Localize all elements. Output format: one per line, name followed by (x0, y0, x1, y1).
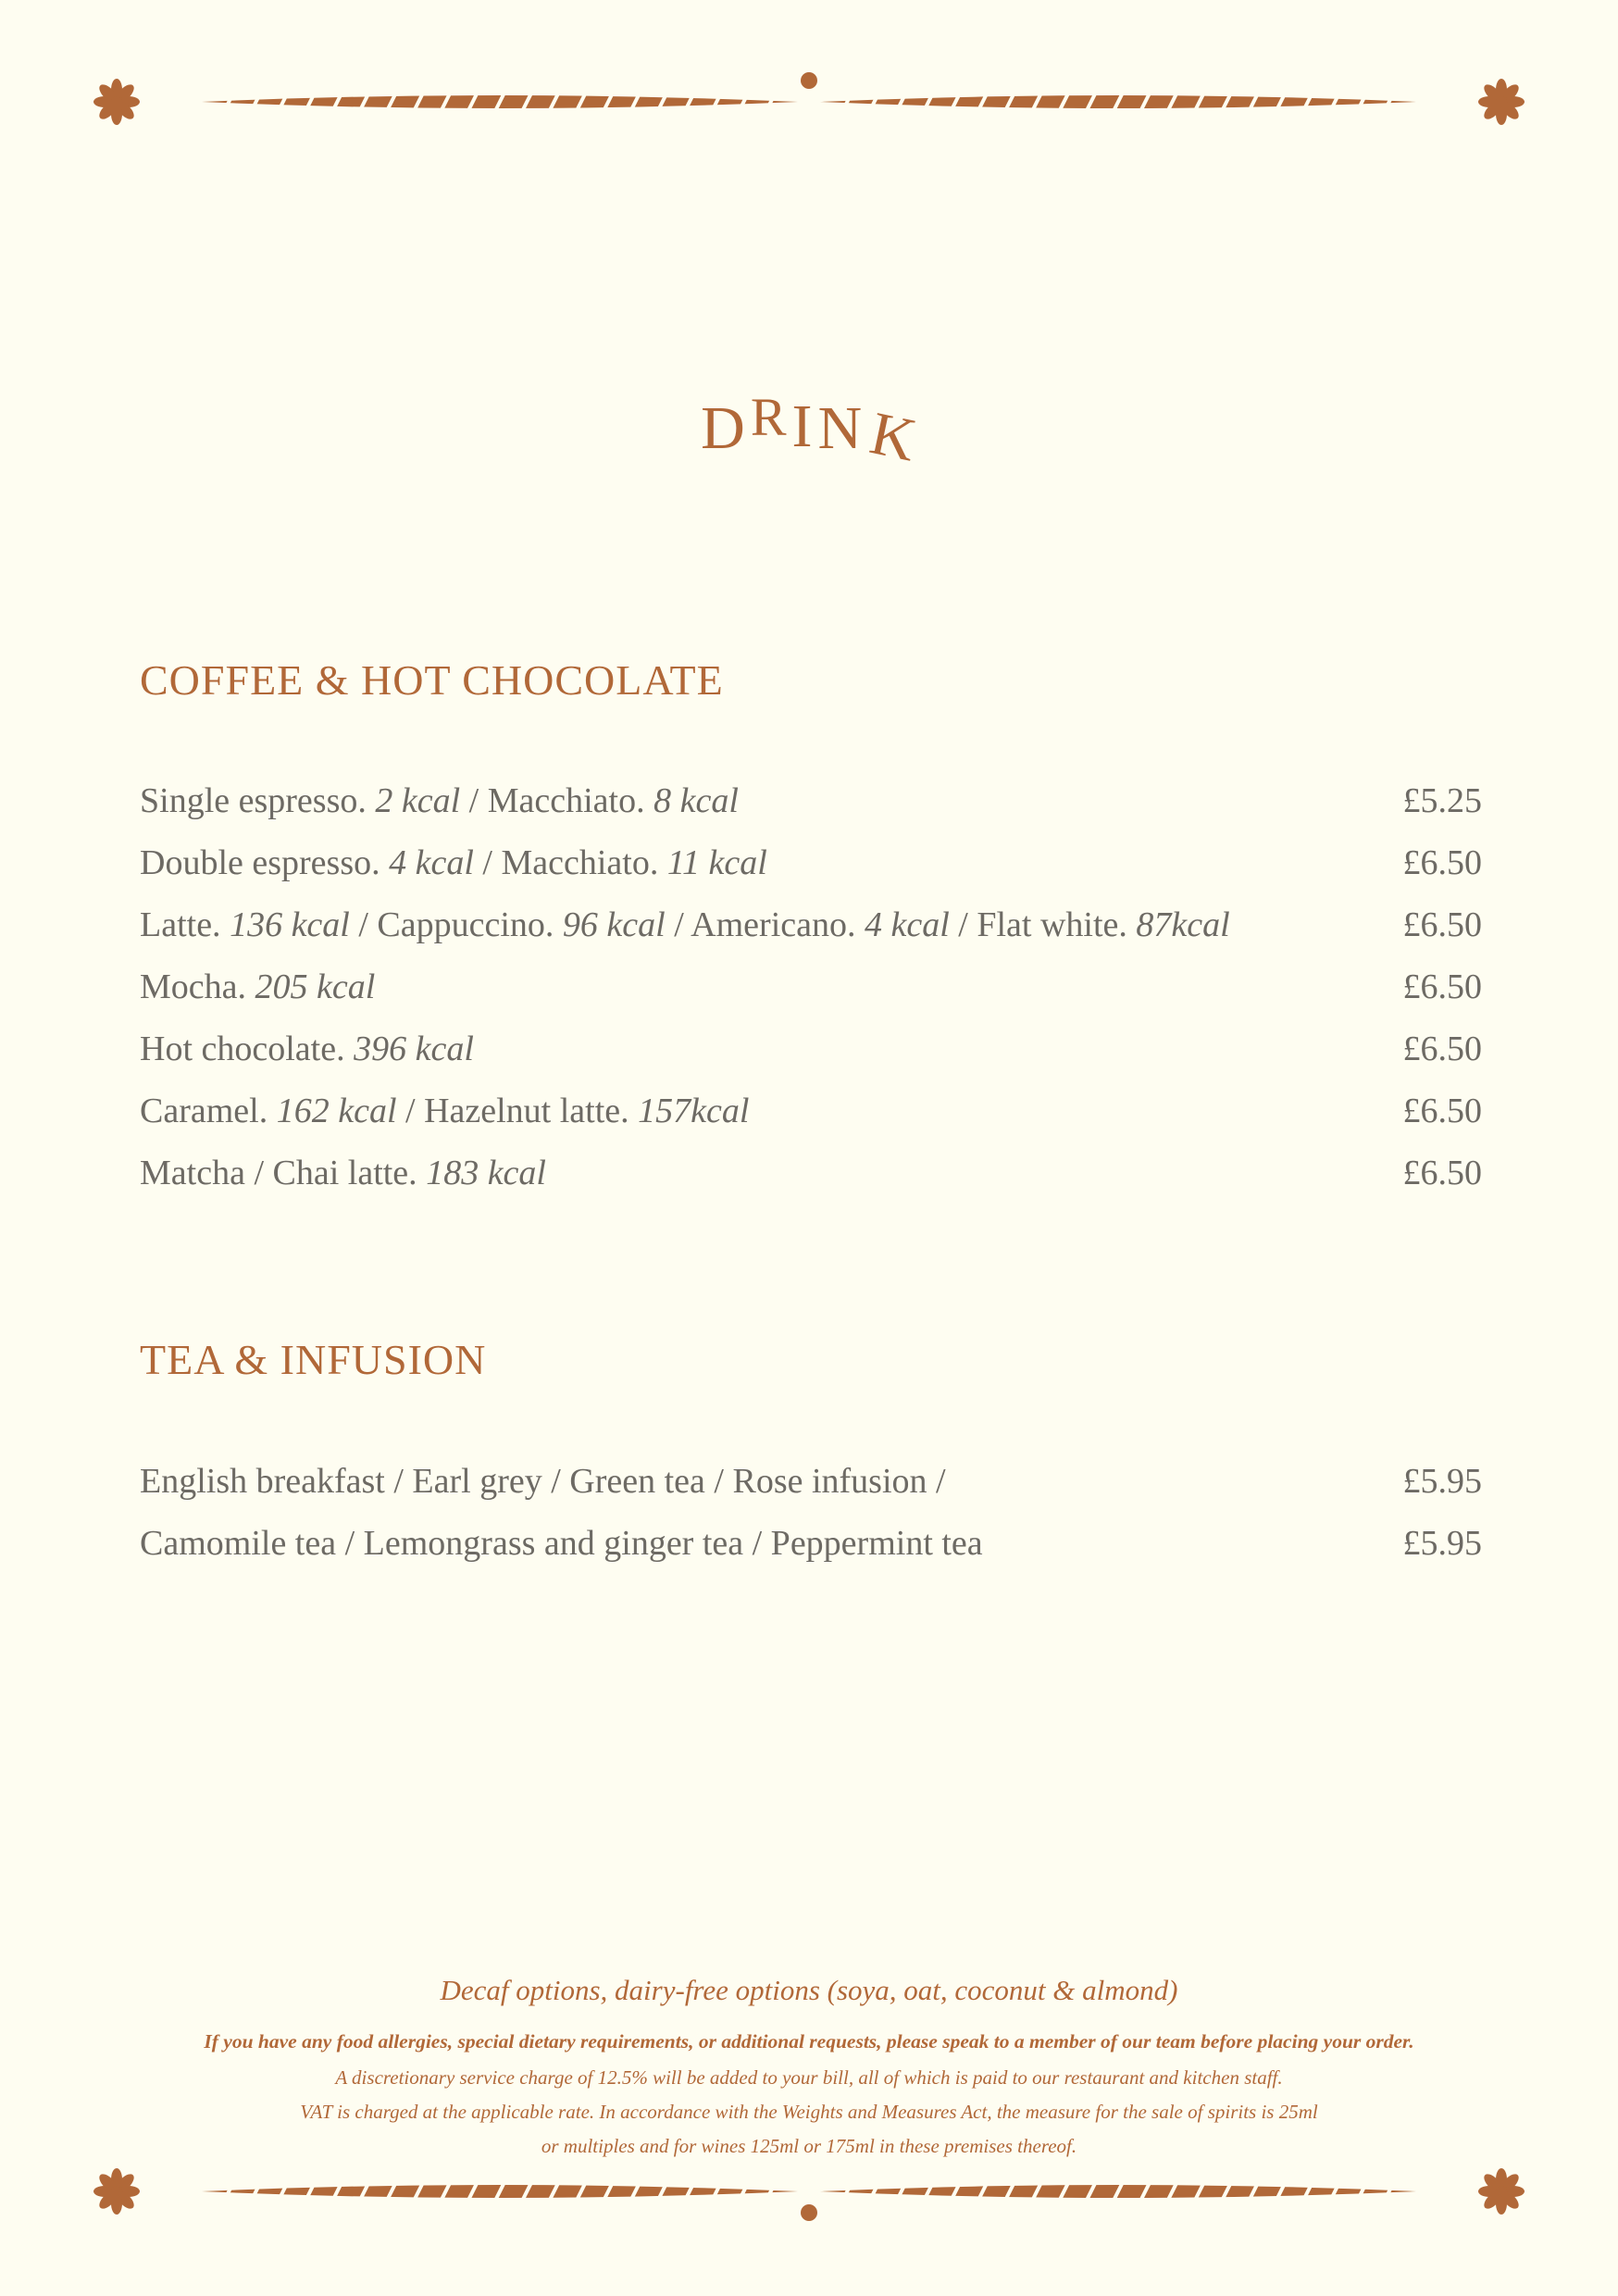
menu-item-description (140, 1153, 546, 1193)
menu-item-price: £6.50 (1402, 1029, 1482, 1068)
menu-item-description (140, 905, 1230, 945)
item-name: / Americano. (665, 905, 865, 944)
measures-note: or multiples and for wines 125ml or 175ml in these premises thereof. (541, 2135, 1077, 2157)
menu-item (140, 1153, 1482, 1215)
item-name: English breakfast / Earl grey / Green tea / Rose infusion / (140, 1462, 946, 1501)
title-letter: I (791, 393, 818, 460)
calorie-count: 396 kcal (354, 1029, 474, 1068)
menu-list-coffee (140, 780, 1482, 1215)
calorie-count: 8 kcal (653, 781, 739, 820)
asterisk-flower-icon (93, 79, 140, 125)
calorie-count: 136 kcal (230, 905, 350, 944)
menu-item-description (140, 967, 375, 1007)
item-name: Matcha / Chai latte. (140, 1154, 427, 1192)
allergy-notice: If you have any food allergies, special dietary requirements, or additional requests, please speak to a member of our team before placing your order. (204, 2030, 1414, 2053)
top-border (0, 63, 1618, 137)
calorie-count: 2 kcal (375, 781, 461, 820)
menu-item-price: £6.50 (1402, 905, 1482, 944)
item-name: Mocha. (140, 967, 255, 1006)
calorie-count: 11 kcal (666, 843, 767, 882)
page-title-text (701, 387, 927, 476)
calorie-count: 87kcal (1136, 905, 1230, 944)
item-name: / Macchiato. (473, 843, 667, 882)
asterisk-flower-icon (1478, 79, 1525, 125)
menu-item (140, 967, 1482, 1029)
service-charge-note: A discretionary service charge of 12.5% will be added to your bill, all of which is paid to our restaurant and kitchen staff. (335, 2066, 1283, 2089)
asterisk-flower-icon (93, 2168, 140, 2215)
menu-item (140, 1091, 1482, 1153)
vat-note: VAT is charged at the applicable rate. In accordance with the Weights and Measures Act, the measure for the sale of spirits is 25ml (300, 2101, 1318, 2123)
title-letter: K (865, 399, 927, 476)
page-title (0, 387, 1618, 480)
menu-list-tea (140, 1461, 1482, 1585)
title-letter: N (817, 394, 868, 462)
section-heading-coffee: COFFEE & HOT CHOCOLATE (140, 656, 724, 704)
menu-item (140, 1523, 1482, 1585)
calorie-count: 162 kcal (276, 1092, 397, 1130)
menu-item (140, 842, 1482, 905)
rope-border (202, 2180, 1416, 2202)
item-name: Caramel. (140, 1092, 277, 1130)
menu-item-description (140, 1029, 474, 1069)
menu-item-description (140, 1523, 983, 1564)
menu-item-description (140, 1461, 946, 1502)
calorie-count: 4 kcal (865, 905, 950, 944)
menu-item-price: £6.50 (1402, 843, 1482, 882)
dot-icon (801, 2204, 817, 2221)
calorie-count: 96 kcal (562, 905, 666, 944)
item-name: / Flat white. (949, 905, 1137, 944)
menu-item (140, 780, 1482, 842)
item-name: Latte. (140, 905, 230, 944)
menu-item (140, 905, 1482, 967)
menu-item-price: £5.95 (1402, 1524, 1482, 1563)
item-name: Hot chocolate. (140, 1029, 355, 1068)
calorie-count: 4 kcal (389, 843, 474, 882)
bottom-border (0, 2154, 1618, 2228)
menu-item-price: £6.50 (1402, 1154, 1482, 1192)
menu-item-price: £6.50 (1402, 967, 1482, 1006)
menu-item (140, 1029, 1482, 1091)
menu-item-description (140, 780, 739, 821)
menu-item-price: £6.50 (1402, 1092, 1482, 1130)
dot-icon (801, 72, 817, 89)
item-name: / Hazelnut latte. (396, 1092, 639, 1130)
calorie-count: 205 kcal (255, 967, 376, 1006)
item-name: / Cappuccino. (349, 905, 563, 944)
title-letter: R (750, 387, 792, 447)
item-name: / Macchiato. (460, 781, 654, 820)
rope-border (202, 91, 1416, 113)
item-name: Single espresso. (140, 781, 376, 820)
asterisk-flower-icon (1478, 2168, 1525, 2215)
menu-item-price: £5.95 (1402, 1462, 1482, 1501)
item-name: Camomile tea / Lemongrass and ginger tea / Peppermint tea (140, 1524, 983, 1563)
calorie-count: 183 kcal (426, 1154, 546, 1192)
menu-item-description (140, 1091, 749, 1131)
calorie-count: 157kcal (638, 1092, 750, 1130)
item-name: Double espresso. (140, 843, 390, 882)
menu-item-price: £5.25 (1402, 781, 1482, 820)
dietary-options-note: Decaf options, dairy-free options (soya, oat, coconut & almond) (440, 1974, 1178, 2006)
section-heading-tea: TEA & INFUSION (140, 1336, 487, 1383)
menu-item-description (140, 842, 767, 883)
title-letter: D (701, 394, 751, 462)
menu-item (140, 1461, 1482, 1523)
